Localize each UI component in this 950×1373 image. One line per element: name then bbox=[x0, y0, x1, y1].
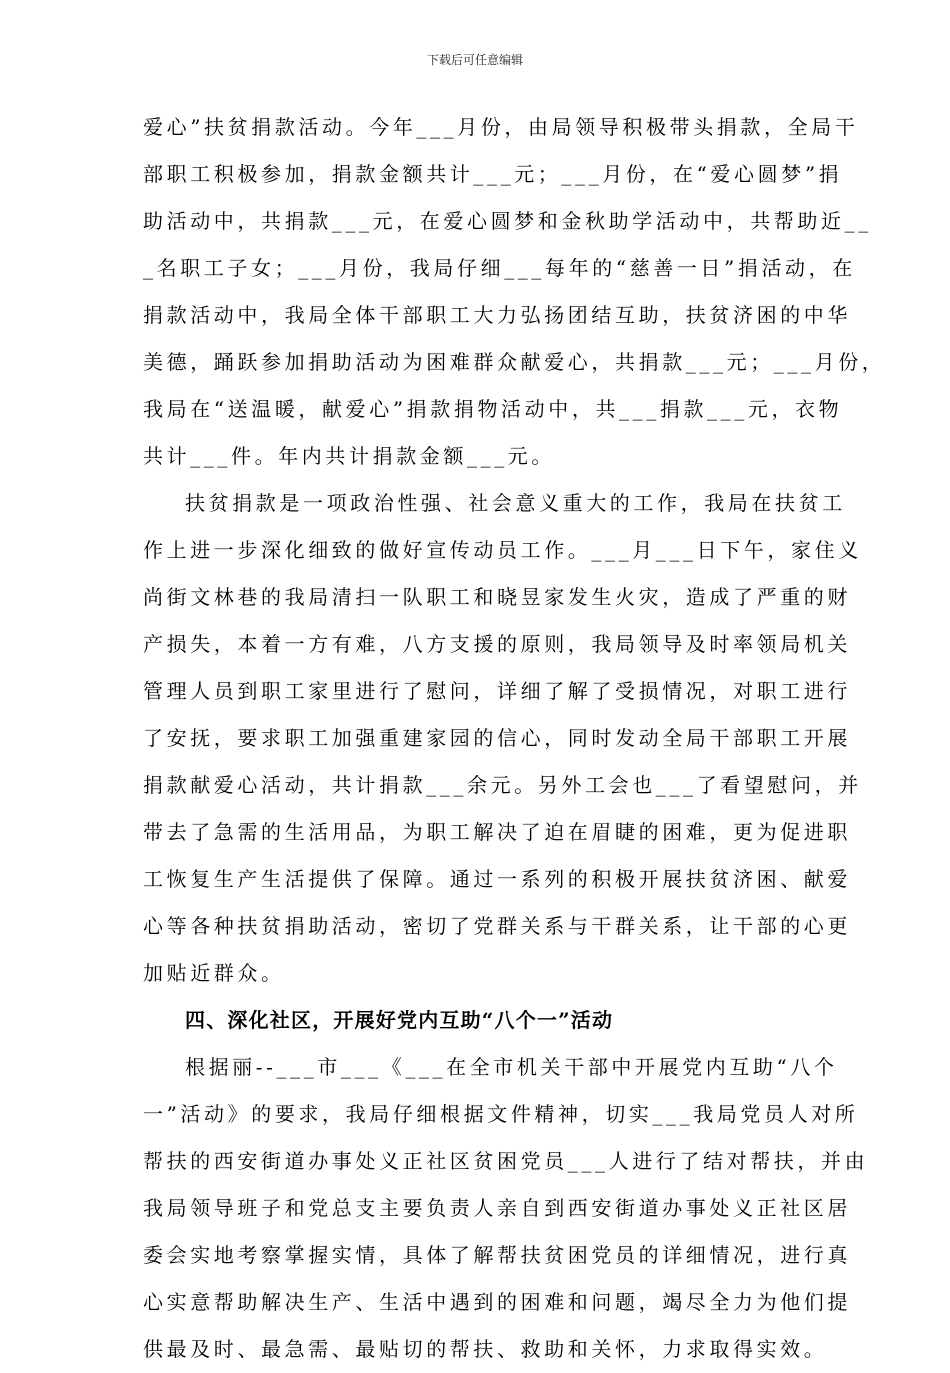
body-line: 助活动中，共捐款___元，在爱心圆梦和金秋助学活动中，共帮助近__ bbox=[143, 209, 872, 233]
body-line: 我局在“送温暖，献爱心”捐款捐物活动中，共___捐款___元，衣物 bbox=[143, 397, 843, 421]
body-line: 作上进一步深化细致的做好宣传动员工作。___月___日下午，家住义 bbox=[143, 538, 862, 562]
body-line: 捐款献爱心活动，共计捐款___余元。另外工会也___了看望慰问，并 bbox=[143, 773, 862, 797]
body-line: 产损失，本着一方有难，八方支援的原则，我局领导及时率领局机关 bbox=[143, 632, 851, 656]
body-line: 加贴近群众。 bbox=[143, 961, 285, 985]
body-line: 美德，踊跃参加捐助活动为困难群众献爱心，共捐款___元；___月份， bbox=[143, 350, 886, 374]
body-line: 心等各种扶贫捐助活动，密切了党群关系与干群关系，让干部的心更 bbox=[143, 914, 851, 938]
body-line: 一”活动》的要求，我局仔细根据文件精神，切实___我局党员人对所 bbox=[143, 1102, 859, 1126]
body-line: _名职工子女；___月份，我局仔细___每年的“慈善一日”捐活动，在 bbox=[143, 256, 856, 280]
body-line: 心实意帮助解决生产、生活中遇到的困难和问题，竭尽全力为他们提 bbox=[143, 1290, 851, 1314]
body-line: 帮扶的西安街道办事处义正社区贫困党员___人进行了结对帮扶，并由 bbox=[143, 1149, 869, 1173]
body-line: 共计___件。年内共计捐款金额___元。 bbox=[143, 444, 555, 468]
body-line: 尚街文林巷的我局清扫一队职工和晓昱家发生火灾，造成了严重的财 bbox=[143, 585, 851, 609]
section-heading: 四、深化社区，开展好党内互助“八个一”活动 bbox=[185, 1008, 614, 1032]
body-line: 我局领导班子和党总支主要负责人亲自到西安街道办事处义正社区居 bbox=[143, 1196, 851, 1220]
paragraph-start-line: 扶贫捐款是一项政治性强、社会意义重大的工作，我局在扶贫工 bbox=[185, 491, 846, 515]
body-line: 供最及时、最急需、最贴切的帮扶、救助和关怀，力求取得实效。 bbox=[143, 1337, 828, 1361]
page-header: 下载后可任意编辑 bbox=[426, 53, 523, 67]
body-line: 爱心”扶贫捐款活动。今年___月份，由局领导积极带头捐款，全局干 bbox=[143, 115, 859, 139]
body-line: 带去了急需的生活用品，为职工解决了迫在眉睫的困难，更为促进职 bbox=[143, 820, 851, 844]
body-line: 委会实地考察掌握实情，具体了解帮扶贫困党员的详细情况，进行真 bbox=[143, 1243, 851, 1267]
paragraph-start-line: 根据丽--___市___《___在全市机关干部中开展党内互助“八个 bbox=[185, 1055, 838, 1079]
body-line: 工恢复生产生活提供了保障。通过一系列的积极开展扶贫济困、献爱 bbox=[143, 867, 851, 891]
body-line: 了安抚，要求职工加强重建家园的信心，同时发动全局干部职工开展 bbox=[143, 726, 851, 750]
body-line: 管理人员到职工家里进行了慰问，详细了解了受损情况，对职工进行 bbox=[143, 679, 851, 703]
document-body bbox=[143, 104, 886, 1373]
body-line: 捐款活动中，我局全体干部职工大力弘扬团结互助，扶贫济困的中华 bbox=[143, 303, 851, 327]
body-line: 部职工积极参加，捐款金额共计___元；___月份，在“爱心圆梦”捐 bbox=[143, 162, 843, 186]
